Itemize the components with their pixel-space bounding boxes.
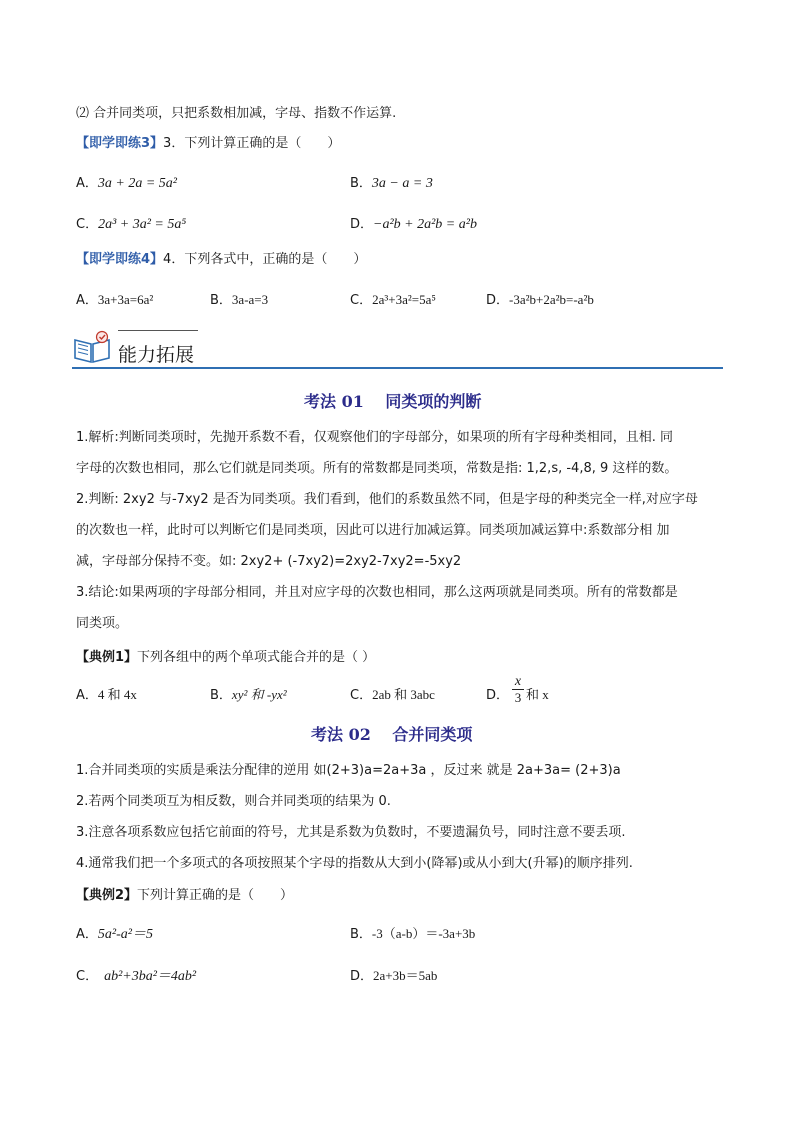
example-1-option-b [210, 684, 287, 703]
example-stem: 下列计算正确的是（ ） [137, 888, 294, 903]
kaofa2-line-3: 3.注意各项系数应包括它前面的符号，尤其是系数为负数时，不要遗漏负号，同时注意不要丢项. [76, 825, 626, 840]
ex4-option-d [486, 289, 594, 308]
kaofa1-line-4: 的次数也一样，此时可以判断它们是同类项，因此可以进行加减运算。同类项加减运算中:系数部分相 加 [76, 523, 670, 538]
ex3-option-d [350, 213, 477, 233]
exercise-3-question [76, 128, 340, 159]
option-label: D． [486, 688, 510, 703]
option-label: D． [350, 969, 374, 984]
ex3-option-a [76, 172, 177, 192]
exercise-tag: 【即学即练4】 [76, 252, 164, 267]
kaofa1-line-5: 减，字母部分保持不变。如: 2xy2+ (-7xy2)=2xy2-7xy2=-5xy2 [76, 554, 462, 569]
option-expr: 3a + 2a = 5a² [97, 176, 177, 191]
example-1-option-a [76, 684, 137, 703]
option-expr: 2a+3b＝5ab [373, 968, 438, 983]
option-expr: 5a²-a²＝5 [97, 927, 153, 942]
option-label: A． [76, 927, 98, 942]
example-2-question [76, 880, 293, 911]
fraction [512, 674, 524, 706]
option-label: B． [210, 688, 232, 703]
example-2-option-d [350, 965, 437, 984]
example-2-option-a [76, 923, 153, 943]
example-1-option-c [350, 684, 435, 703]
kaofa1-line-7: 同类项。 [76, 616, 129, 631]
option-label: B． [350, 176, 372, 191]
option-label: D． [350, 217, 374, 232]
option-label: C． [350, 293, 373, 308]
ex3-option-b [350, 172, 433, 192]
kaofa1-line-3: 2.判断: 2xy2 与-7xy2 是否为同类项。我们看到，他们的系数虽然不同，但是字母的种类完全一样,对应字母 [76, 492, 698, 507]
option-label: C． [76, 969, 99, 984]
option-tail: 和 x [526, 687, 549, 702]
option-expr: -3a²b+2a²b=-a²b [509, 292, 594, 307]
fraction-numerator: x [512, 674, 524, 690]
option-label: A． [76, 176, 98, 191]
example-stem: 下列各组中的两个单项式能合并的是（ ） [137, 650, 376, 665]
kaofa1-line-1: 1.解析:判断同类项时，先抛开系数不看，仅观察他们的字母部分，如果项的所有字母种类相同，且相. 同 [76, 430, 674, 445]
option-label: B． [210, 293, 232, 308]
exercise-tag: 【即学即练3】 [76, 136, 164, 151]
ex4-option-b [210, 289, 268, 308]
example-2-option-c [76, 965, 196, 985]
ex4-option-a [76, 289, 153, 308]
option-expr: ab²+3ba²＝4ab² [104, 969, 197, 984]
section-title: 能力拓展 [118, 344, 195, 366]
option-expr: 3a+3a=6a² [97, 292, 154, 307]
exercise-stem: 3．下列计算正确的是（ ） [163, 136, 341, 151]
example-tag: 【典例2】 [76, 888, 138, 903]
option-expr: -3（a-b）＝-3a+3b [371, 926, 476, 941]
option-expr: 3a − a = 3 [371, 176, 433, 191]
kaofa1-line-6: 3.结论:如果两项的字母部分相同，并且对应字母的次数也相同，那么这两项就是同类项。所有的常数都是 [76, 585, 678, 600]
ex4-option-c [350, 289, 436, 308]
option-label: C． [76, 217, 99, 232]
kaofa1-line-2: 字母的次数也相同，那么它们就是同类项。所有的常数都是同类项，常数是指: 1,2,s, -4,8, 9 这样的数。 [76, 461, 678, 476]
option-expr: 2a³ + 3a² = 5a⁵ [98, 217, 187, 232]
kaofa2-line-2: 2.若两个同类项互为相反数，则合并同类项的结果为 0. [76, 794, 391, 809]
option-expr: xy² 和 -yx² [231, 687, 287, 702]
section-rule [72, 367, 723, 369]
example-1-question [76, 642, 375, 673]
option-label: A． [76, 293, 98, 308]
option-label: A． [76, 688, 98, 703]
option-label: B． [350, 927, 372, 942]
option-expr: 3a-a=3 [231, 292, 269, 307]
option-label: D． [486, 293, 510, 308]
option-label: C． [350, 688, 373, 703]
kaofa-01-title: 考法 01 同类项的判断 [304, 392, 482, 411]
option-expr: 2ab 和 3abc [372, 687, 435, 702]
option-expr: −a²b + 2a²b = a²b [373, 217, 477, 232]
kaofa2-line-1: 1.合并同类项的实质是乘法分配律的逆用 如(2+3)a=2a+3a ，反过来 就是 2a+3a= (2+3)a [76, 763, 621, 778]
fraction-denominator: 3 [514, 690, 522, 705]
exercise-4-question [76, 244, 366, 275]
example-2-option-b [350, 923, 475, 942]
kaofa2-line-4: 4.通常我们把一个多项式的各项按照某个字母的指数从大到小(降幂)或从小到大(升幂)的顺序排列. [76, 856, 633, 871]
exercise-stem: 4．下列各式中，正确的是（ ） [163, 252, 367, 267]
book-icon [72, 330, 112, 366]
section-top-rule [118, 330, 198, 331]
option-expr: 2a³+3a²=5a⁵ [372, 292, 436, 307]
example-tag: 【典例1】 [76, 650, 138, 665]
option-expr: 4 和 4x [97, 687, 137, 702]
ex3-option-c [76, 213, 186, 233]
kaofa-02-title: 考法 02 合并同类项 [311, 725, 473, 744]
intro-note: ⑵ 合并同类项，只把系数相加减，字母、指数不作运算. [76, 106, 397, 121]
